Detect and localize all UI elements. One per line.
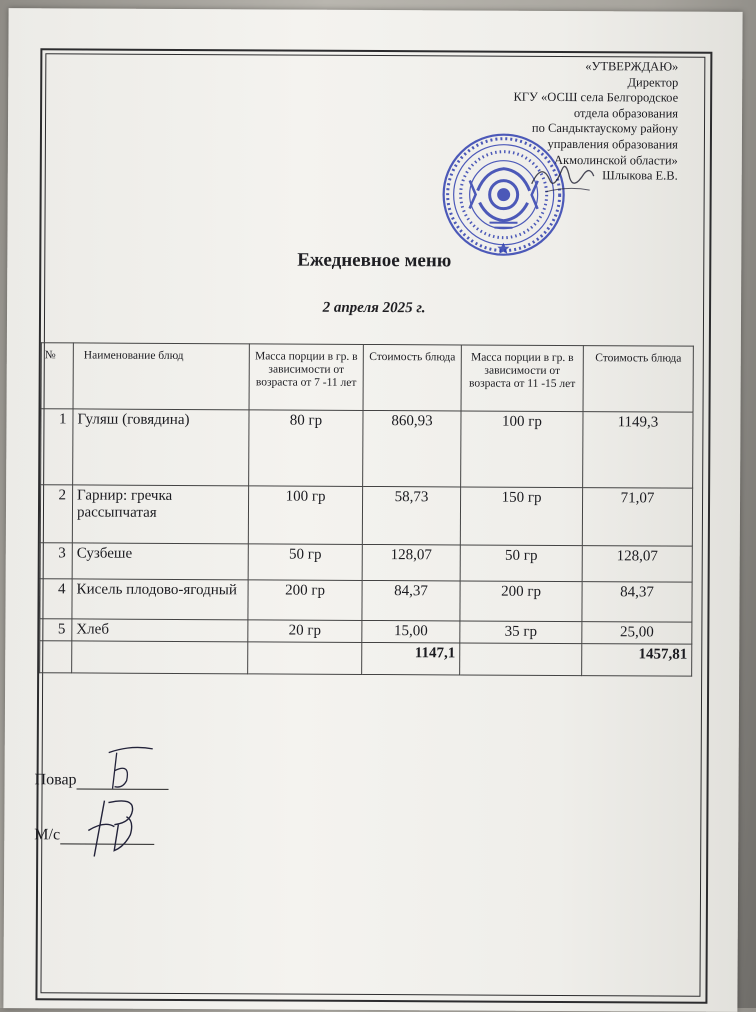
row-cost-senior: 128,07 [582,546,692,583]
director-signature-icon [528,156,598,206]
total-empty-cell [248,642,362,675]
menu-table [39,342,694,676]
row-cost-junior: 128,07 [362,544,460,581]
row-name: Гуляш (говядина) [73,409,249,486]
cook-label: Повар [34,771,77,789]
row-mass-senior: 35 гр [460,621,582,644]
approval-line: по Сандыктаускому району [531,121,679,136]
total-empty-cell [72,641,248,674]
total-cost-senior: 1457,81 [582,644,692,677]
approval-line: отдела образования [573,105,679,121]
approval-line: «УТВЕРЖДАЮ» [585,59,679,74]
approval-line: управления образования [547,136,678,152]
document-date: 2 апреля 2025 г. [322,299,426,317]
table-row [41,409,693,488]
header-mass-junior: Масса порции в гр. в зависимости от возраста от 7 -11 лет [249,344,363,411]
table-total-row [40,641,692,676]
approval-line: Акмолинской области» [553,152,678,168]
total-cost-junior: 1147,1 [362,642,460,675]
table-header-row [41,343,693,412]
row-cost-senior: 84,37 [582,582,692,623]
document-page [3,8,742,1012]
row-cost-junior: 15,00 [362,620,460,643]
header-cost-junior: Стоимость блюда [363,344,461,411]
row-mass-junior: 80 гр [249,410,363,487]
document-title: Ежедневное меню [297,249,452,272]
row-cost-senior: 1149,3 [583,412,693,489]
table-row [40,485,692,546]
total-empty-cell [40,641,72,673]
header-name: Наименование блюд [73,343,249,410]
total-empty-cell [460,643,582,676]
row-mass-junior: 200 гр [248,580,362,621]
row-cost-junior: 58,73 [362,486,460,545]
row-name: Хлеб [72,619,248,642]
row-mass-senior: 200 гр [460,581,582,622]
row-cost-senior: 25,00 [582,622,692,645]
row-mass-senior: 50 гр [460,545,582,582]
row-mass-junior: 20 гр [248,620,362,643]
row-mass-senior: 100 гр [461,411,583,488]
row-num: 3 [40,543,72,579]
row-mass-junior: 50 гр [248,544,362,581]
table-row [40,579,692,622]
row-name: Сузбеше [72,543,248,580]
table-row [40,543,692,582]
approval-line: Шлыкова Е.В. [602,168,678,183]
header-mass-senior: Масса порции в гр. в зависимости от возраста от 11 -15 лет [461,345,583,412]
row-num: 2 [40,485,72,543]
row-name: Кисель плодово-ягодный [72,579,248,620]
nurse-signature-icon [74,790,154,866]
approval-line: Директор [627,74,679,90]
row-mass-junior: 100 гр [248,486,362,545]
row-num: 5 [40,619,72,641]
row-name: Гарнир: гречка рассыпчатая [72,485,248,544]
row-cost-senior: 71,07 [582,488,692,547]
row-cost-junior: 860,93 [363,410,461,487]
header-num: № [41,343,73,409]
approval-line: КГУ «ОСШ села Белгородское [513,89,679,105]
row-num: 4 [40,579,72,619]
header-cost-senior: Стоимость блюда [583,346,693,413]
row-mass-senior: 150 гр [460,487,582,546]
row-num: 1 [41,409,73,485]
row-cost-junior: 84,37 [362,580,460,621]
nurse-label: М/с [34,826,61,844]
